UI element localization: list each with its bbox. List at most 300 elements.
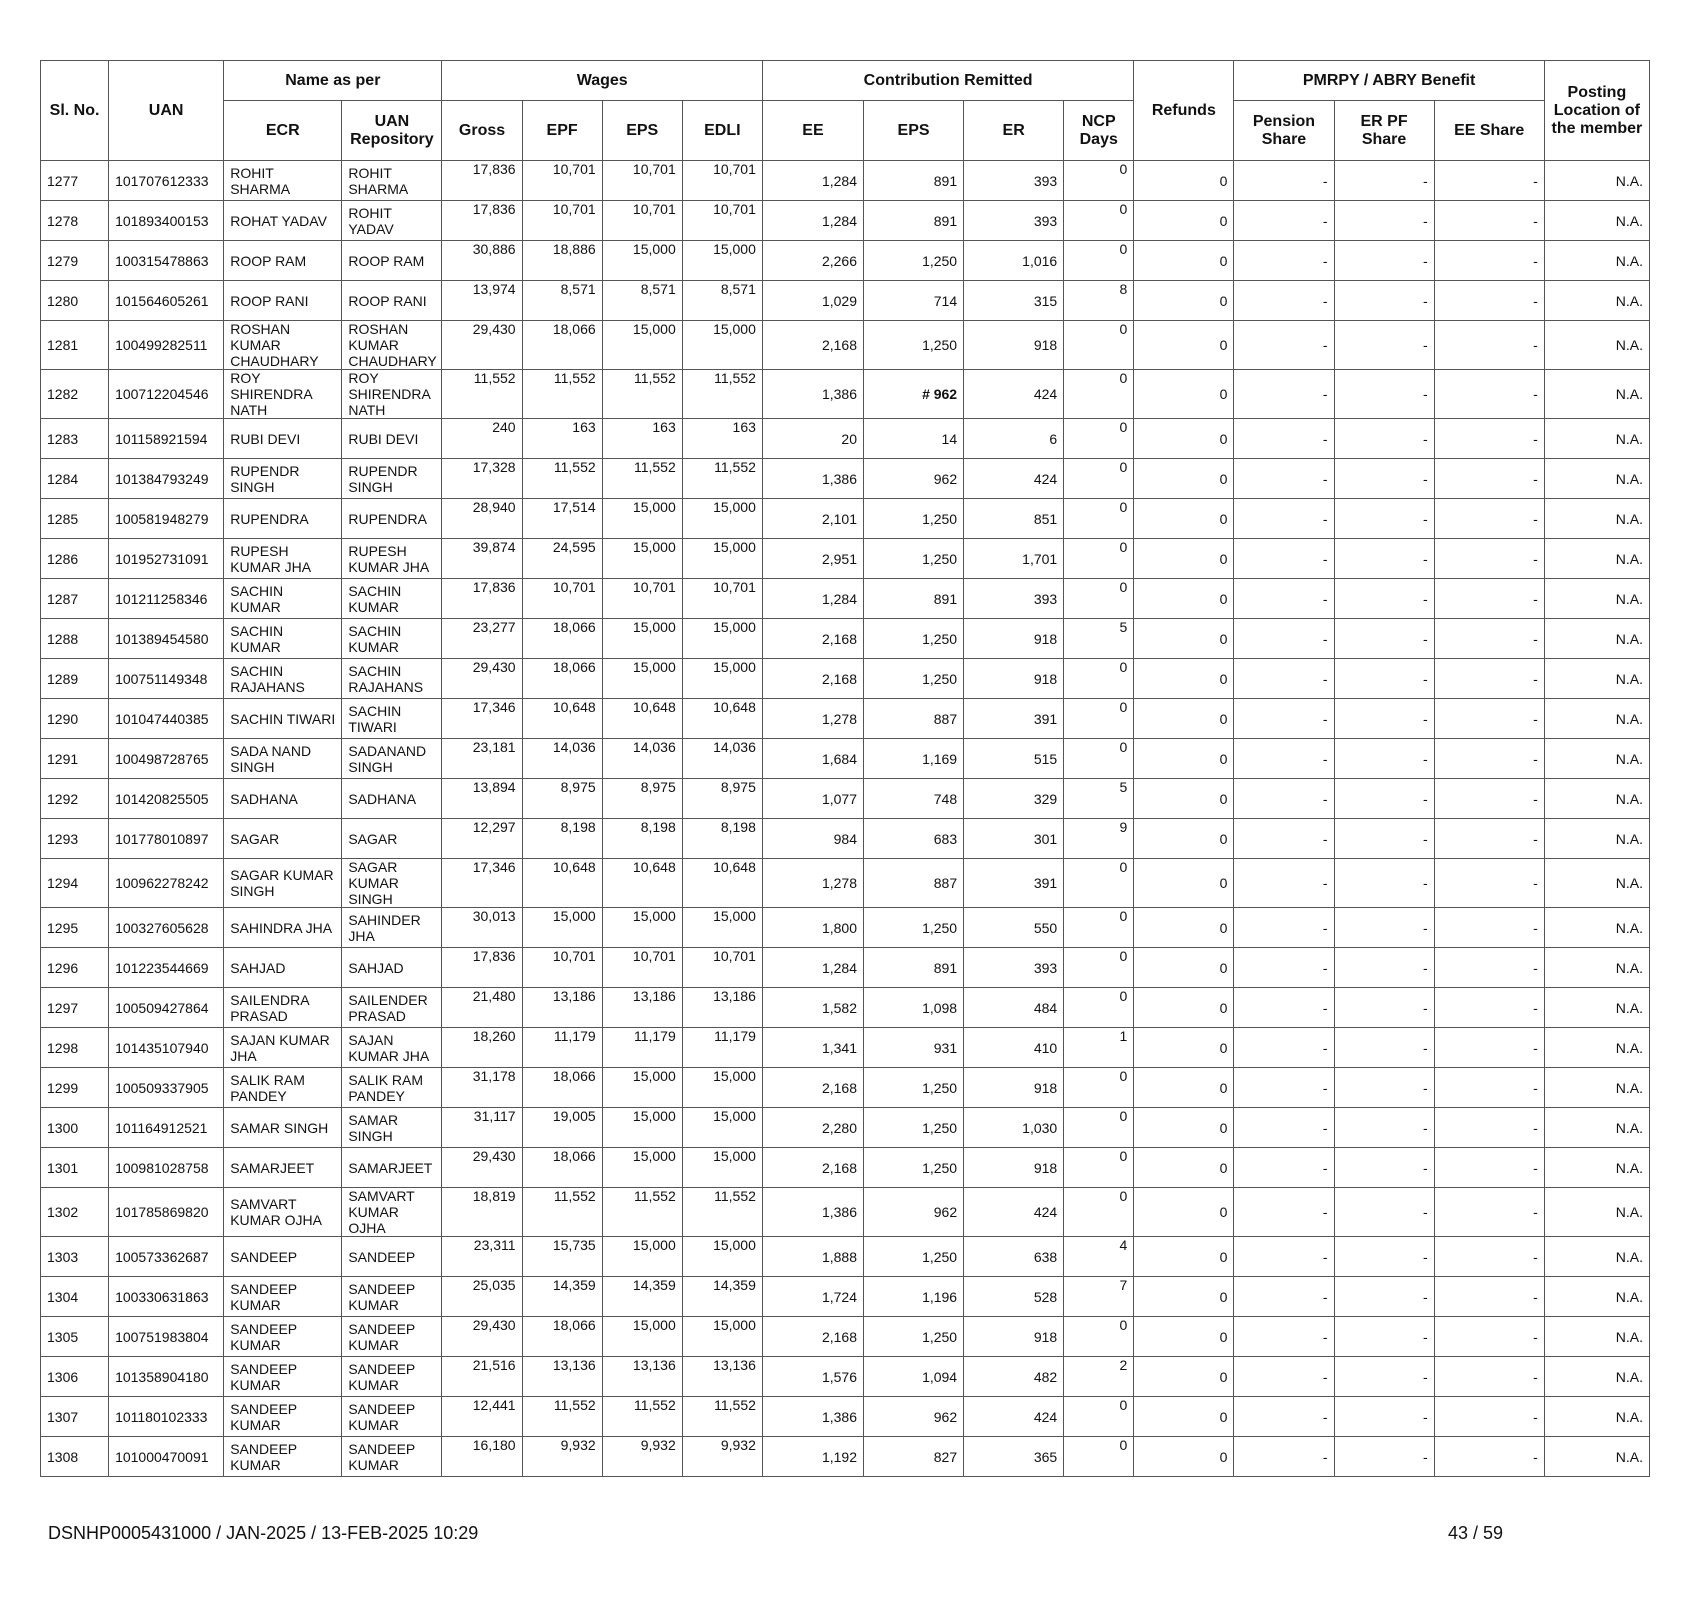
cell-posting-location: N.A. (1544, 988, 1649, 1028)
header-contribution-remitted: Contribution Remitted (762, 61, 1133, 101)
table-row (41, 1437, 1650, 1477)
cell-gross: 240 (442, 419, 522, 459)
table-row (41, 1357, 1650, 1397)
cell-posting-location: N.A. (1544, 579, 1649, 619)
cell-refunds: 0 (1134, 1397, 1234, 1437)
cell-contribution-eps: 962 (864, 1188, 964, 1237)
cell-posting-location: N.A. (1544, 321, 1649, 370)
cell-ecr-name: SAGAR (224, 819, 342, 859)
cell-pension-share: - (1234, 499, 1334, 539)
cell-posting-location: N.A. (1544, 499, 1649, 539)
cell-er-pf-share: - (1334, 370, 1434, 419)
cell-pension-share: - (1234, 1188, 1334, 1237)
cell-epf: 10,701 (522, 161, 602, 201)
cell-uan-repository-name: RUBI DEVI (342, 419, 442, 459)
cell-ecr-name: ROHIT SHARMA (224, 161, 342, 201)
cell-ncp-days: 0 (1064, 908, 1134, 948)
cell-uan-repository-name: SAMVART KUMAR OJHA (342, 1188, 442, 1237)
cell-posting-location: N.A. (1544, 819, 1649, 859)
table-row (41, 1397, 1650, 1437)
cell-ecr-name: SAMVART KUMAR OJHA (224, 1188, 342, 1237)
cell-er-pf-share: - (1334, 779, 1434, 819)
cell-epf: 8,198 (522, 819, 602, 859)
cell-uan: 101707612333 (109, 161, 224, 201)
cell-eps: 11,552 (602, 459, 682, 499)
table-row (41, 321, 1650, 370)
cell-gross: 30,013 (442, 908, 522, 948)
header-pmrpy-abry-benefit: PMRPY / ABRY Benefit (1234, 61, 1544, 101)
cell-epf: 8,571 (522, 281, 602, 321)
cell-pension-share: - (1234, 539, 1334, 579)
header-posting-location: Posting Location of the member (1544, 61, 1649, 161)
cell-epf: 10,648 (522, 699, 602, 739)
header-ee: EE (762, 101, 863, 161)
cell-sl-no: 1287 (41, 579, 109, 619)
cell-gross: 13,894 (442, 779, 522, 819)
cell-sl-no: 1297 (41, 988, 109, 1028)
cell-ncp-days: 0 (1064, 419, 1134, 459)
cell-contribution-eps: 1,250 (864, 1108, 964, 1148)
cell-er-pf-share: - (1334, 321, 1434, 370)
cell-eps: 15,000 (602, 1108, 682, 1148)
cell-ecr-name: RUPENDR SINGH (224, 459, 342, 499)
cell-ee: 1,576 (762, 1357, 863, 1397)
cell-gross: 23,181 (442, 739, 522, 779)
cell-contribution-eps: 683 (864, 819, 964, 859)
cell-posting-location: N.A. (1544, 1188, 1649, 1237)
cell-eps: 15,000 (602, 1237, 682, 1277)
cell-gross: 29,430 (442, 1317, 522, 1357)
cell-uan: 100509337905 (109, 1068, 224, 1108)
cell-contribution-eps: 887 (864, 699, 964, 739)
cell-ee: 20 (762, 419, 863, 459)
cell-epf: 163 (522, 419, 602, 459)
cell-ee: 1,077 (762, 779, 863, 819)
cell-epf: 15,000 (522, 908, 602, 948)
cell-er: 851 (964, 499, 1064, 539)
cell-posting-location: N.A. (1544, 1397, 1649, 1437)
cell-ncp-days: 7 (1064, 1277, 1134, 1317)
cell-er: 1,016 (964, 241, 1064, 281)
table-row (41, 1028, 1650, 1068)
cell-eps: 13,186 (602, 988, 682, 1028)
cell-posting-location: N.A. (1544, 908, 1649, 948)
cell-ee-share: - (1434, 859, 1544, 908)
cell-ncp-days: 0 (1064, 1437, 1134, 1477)
cell-ecr-name: SANDEEP KUMAR (224, 1437, 342, 1477)
cell-posting-location: N.A. (1544, 859, 1649, 908)
cell-uan-repository-name: ROSHAN KUMAR CHAUDHARY (342, 321, 442, 370)
cell-er: 550 (964, 908, 1064, 948)
cell-uan: 101564605261 (109, 281, 224, 321)
cell-er: 1,701 (964, 539, 1064, 579)
cell-uan-repository-name: SACHIN KUMAR (342, 579, 442, 619)
cell-pension-share: - (1234, 948, 1334, 988)
cell-refunds: 0 (1134, 281, 1234, 321)
cell-refunds: 0 (1134, 659, 1234, 699)
cell-contribution-eps: 931 (864, 1028, 964, 1068)
cell-epf: 10,701 (522, 201, 602, 241)
cell-edli: 11,552 (682, 1397, 762, 1437)
cell-epf: 10,648 (522, 859, 602, 908)
table-row (41, 499, 1650, 539)
cell-epf: 18,066 (522, 659, 602, 699)
cell-epf: 11,552 (522, 370, 602, 419)
cell-posting-location: N.A. (1544, 281, 1649, 321)
cell-epf: 11,552 (522, 1397, 602, 1437)
cell-ee-share: - (1434, 948, 1544, 988)
cell-refunds: 0 (1134, 908, 1234, 948)
cell-ee: 984 (762, 819, 863, 859)
cell-eps: 8,198 (602, 819, 682, 859)
cell-er: 482 (964, 1357, 1064, 1397)
cell-ecr-name: SAJAN KUMAR JHA (224, 1028, 342, 1068)
cell-ncp-days: 0 (1064, 1068, 1134, 1108)
cell-er-pf-share: - (1334, 1188, 1434, 1237)
cell-eps: 14,036 (602, 739, 682, 779)
cell-edli: 10,701 (682, 161, 762, 201)
cell-ee: 2,101 (762, 499, 863, 539)
table-row (41, 1277, 1650, 1317)
cell-posting-location: N.A. (1544, 459, 1649, 499)
cell-uan-repository-name: ROHIT YADAV (342, 201, 442, 241)
cell-refunds: 0 (1134, 459, 1234, 499)
cell-gross: 31,178 (442, 1068, 522, 1108)
cell-epf: 18,066 (522, 321, 602, 370)
table-row (41, 161, 1650, 201)
cell-uan-repository-name: ROHIT SHARMA (342, 161, 442, 201)
cell-er: 918 (964, 1317, 1064, 1357)
cell-uan: 100509427864 (109, 988, 224, 1028)
cell-uan: 101164912521 (109, 1108, 224, 1148)
cell-pension-share: - (1234, 1317, 1334, 1357)
cell-ecr-name: ROSHAN KUMAR CHAUDHARY (224, 321, 342, 370)
cell-ee: 2,280 (762, 1108, 863, 1148)
cell-posting-location: N.A. (1544, 1068, 1649, 1108)
cell-refunds: 0 (1134, 988, 1234, 1028)
cell-gross: 17,328 (442, 459, 522, 499)
cell-eps: 15,000 (602, 659, 682, 699)
cell-er-pf-share: - (1334, 201, 1434, 241)
cell-refunds: 0 (1134, 241, 1234, 281)
cell-uan: 100573362687 (109, 1237, 224, 1277)
table-row (41, 370, 1650, 419)
cell-contribution-eps: 1,098 (864, 988, 964, 1028)
cell-eps: 15,000 (602, 539, 682, 579)
cell-gross: 17,836 (442, 948, 522, 988)
cell-edli: 15,000 (682, 241, 762, 281)
cell-er-pf-share: - (1334, 659, 1434, 699)
cell-er: 638 (964, 1237, 1064, 1277)
table-row (41, 988, 1650, 1028)
cell-eps: 15,000 (602, 1317, 682, 1357)
cell-eps: 10,648 (602, 699, 682, 739)
cell-ncp-days: 0 (1064, 579, 1134, 619)
cell-posting-location: N.A. (1544, 1148, 1649, 1188)
cell-ncp-days: 9 (1064, 819, 1134, 859)
cell-pension-share: - (1234, 1237, 1334, 1277)
cell-edli: 11,179 (682, 1028, 762, 1068)
cell-refunds: 0 (1134, 1277, 1234, 1317)
cell-uan-repository-name: SAHINDER JHA (342, 908, 442, 948)
cell-contribution-eps: 1,250 (864, 908, 964, 948)
cell-sl-no: 1290 (41, 699, 109, 739)
cell-ecr-name: SANDEEP (224, 1237, 342, 1277)
cell-ee: 1,386 (762, 1397, 863, 1437)
cell-sl-no: 1280 (41, 281, 109, 321)
cell-eps: 10,701 (602, 161, 682, 201)
cell-edli: 10,648 (682, 699, 762, 739)
header-edli: EDLI (682, 101, 762, 161)
cell-er-pf-share: - (1334, 1317, 1434, 1357)
cell-ee: 2,168 (762, 619, 863, 659)
cell-uan-repository-name: SAMARJEET (342, 1148, 442, 1188)
cell-gross: 25,035 (442, 1277, 522, 1317)
cell-ncp-days: 2 (1064, 1357, 1134, 1397)
cell-er-pf-share: - (1334, 459, 1434, 499)
cell-uan: 100962278242 (109, 859, 224, 908)
cell-uan: 101893400153 (109, 201, 224, 241)
cell-gross: 12,297 (442, 819, 522, 859)
cell-ee-share: - (1434, 739, 1544, 779)
cell-uan: 101778010897 (109, 819, 224, 859)
cell-ee: 1,386 (762, 370, 863, 419)
cell-sl-no: 1283 (41, 419, 109, 459)
cell-er-pf-share: - (1334, 579, 1434, 619)
cell-epf: 19,005 (522, 1108, 602, 1148)
header-sl-no: Sl. No. (41, 61, 109, 161)
cell-er: 528 (964, 1277, 1064, 1317)
cell-epf: 10,701 (522, 579, 602, 619)
cell-posting-location: N.A. (1544, 948, 1649, 988)
cell-ee-share: - (1434, 281, 1544, 321)
cell-gross: 23,277 (442, 619, 522, 659)
cell-epf: 18,066 (522, 1068, 602, 1108)
table-row (41, 659, 1650, 699)
cell-ee: 1,284 (762, 201, 863, 241)
cell-uan-repository-name: SACHIN RAJAHANS (342, 659, 442, 699)
cell-gross: 30,886 (442, 241, 522, 281)
cell-uan: 101211258346 (109, 579, 224, 619)
cell-uan-repository-name: ROOP RANI (342, 281, 442, 321)
cell-er: 393 (964, 579, 1064, 619)
cell-ee-share: - (1434, 419, 1544, 459)
cell-edli: 15,000 (682, 1148, 762, 1188)
cell-uan: 100327605628 (109, 908, 224, 948)
cell-uan: 101000470091 (109, 1437, 224, 1477)
cell-ee: 1,192 (762, 1437, 863, 1477)
cell-posting-location: N.A. (1544, 1357, 1649, 1397)
cell-uan: 100315478863 (109, 241, 224, 281)
cell-edli: 9,932 (682, 1437, 762, 1477)
cell-er-pf-share: - (1334, 1437, 1434, 1477)
cell-uan: 101420825505 (109, 779, 224, 819)
cell-pension-share: - (1234, 459, 1334, 499)
cell-ncp-days: 0 (1064, 539, 1134, 579)
cell-er: 918 (964, 1148, 1064, 1188)
cell-ee: 1,029 (762, 281, 863, 321)
table-row (41, 539, 1650, 579)
table-row (41, 459, 1650, 499)
cell-refunds: 0 (1134, 201, 1234, 241)
cell-posting-location: N.A. (1544, 1237, 1649, 1277)
cell-sl-no: 1296 (41, 948, 109, 988)
cell-pension-share: - (1234, 1108, 1334, 1148)
cell-uan: 101180102333 (109, 1397, 224, 1437)
cell-ecr-name: SACHIN KUMAR (224, 619, 342, 659)
cell-er-pf-share: - (1334, 419, 1434, 459)
cell-contribution-eps: 1,094 (864, 1357, 964, 1397)
cell-er: 393 (964, 201, 1064, 241)
cell-ecr-name: SADA NAND SINGH (224, 739, 342, 779)
cell-ee: 2,951 (762, 539, 863, 579)
cell-posting-location: N.A. (1544, 619, 1649, 659)
cell-epf: 17,514 (522, 499, 602, 539)
cell-ncp-days: 0 (1064, 321, 1134, 370)
cell-epf: 8,975 (522, 779, 602, 819)
cell-edli: 10,701 (682, 948, 762, 988)
cell-er-pf-share: - (1334, 699, 1434, 739)
cell-gross: 39,874 (442, 539, 522, 579)
cell-sl-no: 1305 (41, 1317, 109, 1357)
cell-uan-repository-name: SAGAR KUMAR SINGH (342, 859, 442, 908)
cell-refunds: 0 (1134, 321, 1234, 370)
cell-eps: 8,571 (602, 281, 682, 321)
cell-er: 918 (964, 659, 1064, 699)
cell-sl-no: 1299 (41, 1068, 109, 1108)
cell-edli: 11,552 (682, 459, 762, 499)
header-name-as-per: Name as per (224, 61, 442, 101)
cell-ecr-name: ROOP RANI (224, 281, 342, 321)
cell-epf: 9,932 (522, 1437, 602, 1477)
cell-ee: 1,341 (762, 1028, 863, 1068)
cell-refunds: 0 (1134, 1068, 1234, 1108)
cell-contribution-eps: 1,250 (864, 321, 964, 370)
cell-ecr-name: ROY SHIRENDRA NATH (224, 370, 342, 419)
cell-epf: 13,186 (522, 988, 602, 1028)
cell-contribution-eps: 14 (864, 419, 964, 459)
cell-ncp-days: 0 (1064, 459, 1134, 499)
cell-ncp-days: 0 (1064, 859, 1134, 908)
cell-ee-share: - (1434, 819, 1544, 859)
table-row (41, 948, 1650, 988)
cell-uan: 101384793249 (109, 459, 224, 499)
cell-gross: 11,552 (442, 370, 522, 419)
cell-contribution-eps: 1,250 (864, 1237, 964, 1277)
header-gross: Gross (442, 101, 522, 161)
cell-posting-location: N.A. (1544, 539, 1649, 579)
cell-pension-share: - (1234, 619, 1334, 659)
cell-uan: 101952731091 (109, 539, 224, 579)
cell-sl-no: 1307 (41, 1397, 109, 1437)
cell-ee: 2,266 (762, 241, 863, 281)
cell-uan-repository-name: RUPENDR SINGH (342, 459, 442, 499)
cell-refunds: 0 (1134, 948, 1234, 988)
cell-pension-share: - (1234, 281, 1334, 321)
cell-ee: 1,278 (762, 859, 863, 908)
cell-er: 301 (964, 819, 1064, 859)
cell-gross: 29,430 (442, 321, 522, 370)
cell-ee-share: - (1434, 161, 1544, 201)
cell-uan: 100751983804 (109, 1317, 224, 1357)
cell-uan-repository-name: SACHIN KUMAR (342, 619, 442, 659)
cell-ncp-days: 1 (1064, 1028, 1134, 1068)
header-wages: Wages (442, 61, 762, 101)
cell-contribution-eps: 1,250 (864, 619, 964, 659)
cell-posting-location: N.A. (1544, 1437, 1649, 1477)
cell-refunds: 0 (1134, 619, 1234, 659)
cell-ee-share: - (1434, 499, 1544, 539)
cell-uan-repository-name: SADANAND SINGH (342, 739, 442, 779)
cell-refunds: 0 (1134, 859, 1234, 908)
cell-ncp-days: 4 (1064, 1237, 1134, 1277)
cell-er-pf-share: - (1334, 859, 1434, 908)
cell-er-pf-share: - (1334, 739, 1434, 779)
cell-ee-share: - (1434, 1028, 1544, 1068)
cell-ncp-days: 0 (1064, 161, 1134, 201)
cell-ecr-name: SALIK RAM PANDEY (224, 1068, 342, 1108)
cell-contribution-eps: 887 (864, 859, 964, 908)
cell-er: 424 (964, 459, 1064, 499)
cell-er: 6 (964, 419, 1064, 459)
cell-eps: 11,552 (602, 1188, 682, 1237)
cell-edli: 13,186 (682, 988, 762, 1028)
cell-ncp-days: 0 (1064, 1148, 1134, 1188)
cell-contribution-eps: 1,250 (864, 1148, 964, 1188)
cell-gross: 12,441 (442, 1397, 522, 1437)
cell-ncp-days: 0 (1064, 201, 1134, 241)
cell-sl-no: 1298 (41, 1028, 109, 1068)
cell-uan: 101389454580 (109, 619, 224, 659)
cell-ncp-days: 0 (1064, 699, 1134, 739)
cell-eps: 15,000 (602, 1068, 682, 1108)
cell-uan-repository-name: SALIK RAM PANDEY (342, 1068, 442, 1108)
cell-sl-no: 1293 (41, 819, 109, 859)
cell-ee-share: - (1434, 241, 1544, 281)
cell-pension-share: - (1234, 321, 1334, 370)
cell-uan-repository-name: SANDEEP KUMAR (342, 1277, 442, 1317)
header-ee-share: EE Share (1434, 101, 1544, 161)
table-row (41, 779, 1650, 819)
cell-pension-share: - (1234, 370, 1334, 419)
cell-er: 918 (964, 619, 1064, 659)
cell-gross: 31,117 (442, 1108, 522, 1148)
cell-sl-no: 1284 (41, 459, 109, 499)
cell-ecr-name: SAMARJEET (224, 1148, 342, 1188)
table-row (41, 281, 1650, 321)
cell-ee-share: - (1434, 370, 1544, 419)
cell-edli: 10,648 (682, 859, 762, 908)
cell-ecr-name: SAMAR SINGH (224, 1108, 342, 1148)
cell-pension-share: - (1234, 659, 1334, 699)
cell-ee: 1,800 (762, 908, 863, 948)
cell-eps: 15,000 (602, 908, 682, 948)
header-contribution-eps: EPS (864, 101, 964, 161)
cell-ee-share: - (1434, 659, 1544, 699)
cell-er-pf-share: - (1334, 1068, 1434, 1108)
table-body (41, 161, 1650, 1477)
cell-ncp-days: 0 (1064, 948, 1134, 988)
cell-gross: 28,940 (442, 499, 522, 539)
header-refunds: Refunds (1134, 61, 1234, 161)
cell-uan-repository-name: SANDEEP KUMAR (342, 1317, 442, 1357)
table-row (41, 1068, 1650, 1108)
cell-uan: 101785869820 (109, 1188, 224, 1237)
cell-uan-repository-name: SANDEEP KUMAR (342, 1357, 442, 1397)
cell-contribution-eps: 891 (864, 201, 964, 241)
cell-ecr-name: SAILENDRA PRASAD (224, 988, 342, 1028)
table-row (41, 579, 1650, 619)
